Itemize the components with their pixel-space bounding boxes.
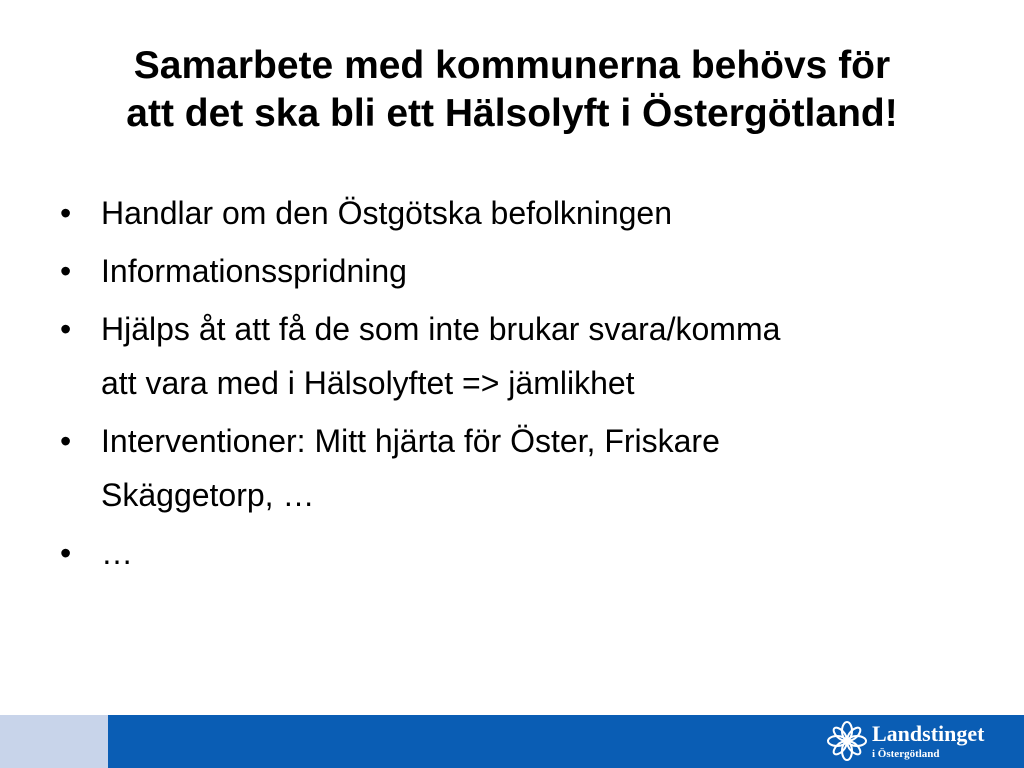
bullet-text xyxy=(101,526,960,580)
bullet-text xyxy=(101,302,960,410)
bullet-item xyxy=(60,244,960,298)
bullet-line: Handlar om den Östgötska befolkningen xyxy=(101,195,673,231)
bullet-text xyxy=(101,244,960,298)
bullet-item xyxy=(60,186,960,240)
bullet-line: Interventioner: Mitt hjärta för Öster, Friskare xyxy=(101,423,720,459)
logo-subtitle: i Östergötland xyxy=(872,748,940,760)
bullet-line: att vara med i Hälsolyftet => jämlikhet xyxy=(101,365,635,401)
bullet-item xyxy=(60,414,960,522)
logo-name: Landstinget xyxy=(872,721,985,746)
slide-title xyxy=(40,42,984,138)
bullet-text xyxy=(101,414,960,522)
bullet-text xyxy=(101,186,960,240)
bullet-marker: • xyxy=(60,253,72,289)
bullet-line: … xyxy=(101,535,133,571)
bullet-line: Hjälps åt att få de som inte brukar svara/komma xyxy=(101,311,781,347)
bullet-marker: • xyxy=(60,423,72,459)
footer-accent-block xyxy=(0,715,108,768)
bullet-line: Informationsspridning xyxy=(101,253,407,289)
bullet-marker: • xyxy=(60,311,72,347)
bullet-marker: • xyxy=(60,535,72,571)
flower-emblem-icon xyxy=(826,720,868,762)
bullet-list xyxy=(60,186,960,584)
slide-title-line: att det ska bli ett Hälsolyft i Östergötland! xyxy=(126,92,898,135)
bullet-line: Skäggetorp, … xyxy=(101,477,315,513)
bullet-marker: • xyxy=(60,195,72,231)
landstinget-logo xyxy=(822,718,1012,766)
bullet-item xyxy=(60,526,960,580)
slide-title-line: Samarbete med kommunerna behövs för xyxy=(133,44,891,87)
bullet-item xyxy=(60,302,960,410)
